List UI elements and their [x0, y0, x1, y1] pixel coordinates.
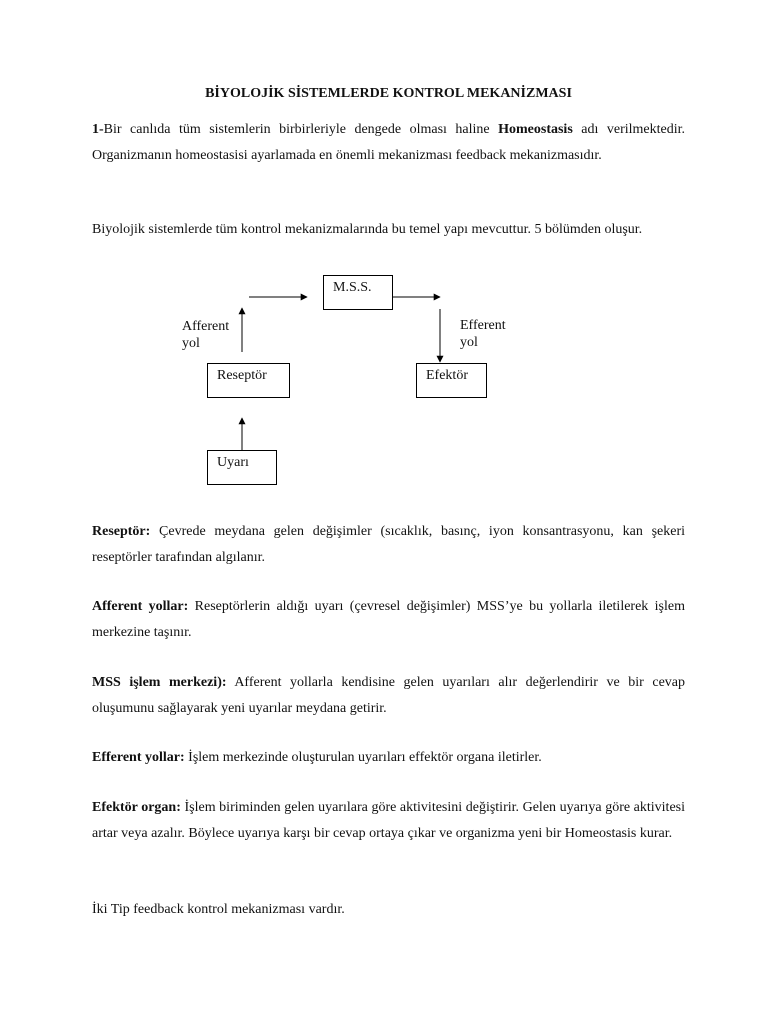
- definition-receptor: [92, 519, 685, 570]
- receptor-box: Reseptör: [207, 363, 290, 398]
- definition-efferent: [92, 745, 685, 771]
- stimulus-box: Uyarı: [207, 450, 277, 485]
- closing-paragraph: İki Tip feedback kontrol mekanizması vardır.: [92, 902, 345, 917]
- definition-term: Efferent yollar:: [92, 750, 185, 765]
- efferent-label-line2: yol: [460, 335, 478, 350]
- intro-text-after: adı verilmektedir. Organizmanın homeostasisi ayarlamada en önemli mekanizması feedback mekanizmasıdır.: [92, 122, 685, 163]
- efferent-label: [460, 317, 506, 351]
- definition-text: Çevrede meydana gelen değişimler (sıcaklık, basınç, iyon konsantrasyonu, kan şekeri reseptörler tarafından algılanır.: [92, 524, 685, 565]
- definition-text: İşlem biriminden gelen uyarılara göre aktivitesini değiştirir. Gelen uyarıya göre aktivitesi artar veya azalır. Böylece uyarıya karşı bir cevap ortaya çıkar ve organizma yeni bir Homeostasis kurar.: [92, 800, 685, 841]
- definition-effector: [92, 795, 685, 846]
- definition-afferent: [92, 594, 685, 645]
- efferent-label-line1: Efferent: [460, 318, 506, 333]
- intro-number: 1-: [92, 122, 104, 137]
- intro-text-before: Bir canlıda tüm sistemlerin birbirleriyle dengede olması haline: [103, 122, 499, 137]
- mss-box: M.S.S.: [323, 275, 393, 310]
- homeostasis-term: Homeostasis: [498, 122, 573, 137]
- document-title: BİYOLOJİK SİSTEMLERDE KONTROL MEKANİZMASI: [205, 86, 572, 101]
- definition-term: Afferent yollar:: [92, 599, 189, 614]
- structure-paragraph: Biyolojik sistemlerde tüm kontrol mekanizmalarında bu temel yapı mevcuttur. 5 bölümden oluşur.: [92, 222, 643, 237]
- effector-box: Efektör: [416, 363, 487, 398]
- definition-text: İşlem merkezinde oluşturulan uyarıları effektör organa iletirler.: [184, 750, 542, 765]
- afferent-label-line1: Afferent: [182, 319, 230, 334]
- definition-mss: [92, 670, 685, 721]
- afferent-label-line2: yol: [182, 336, 200, 351]
- definition-text: Reseptörlerin aldığı uyarı (çevresel değişimler) MSS’ye bu yollarla iletilerek işlem merkezine taşınır.: [92, 599, 685, 640]
- definition-term: Efektör organ:: [92, 800, 181, 815]
- afferent-label: [182, 318, 229, 352]
- definition-term: Reseptör:: [92, 524, 151, 539]
- definition-term: MSS işlem merkezi):: [92, 675, 227, 690]
- definition-text: Afferent yollarla kendisine gelen uyarıları alır değerlendirir ve bir cevap oluşumunu sağlayarak yeni uyarılar meydana getirir.: [92, 675, 685, 716]
